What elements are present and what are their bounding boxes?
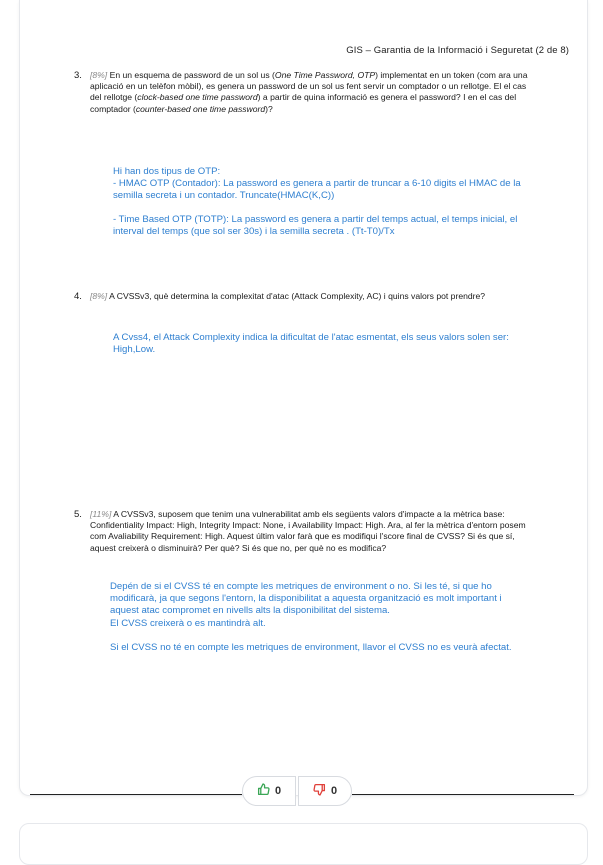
question-4 [74, 291, 530, 302]
question-text: A CVSSv3, suposem que tenim una vulnerabilitat amb els següents valors d'impacte a la mètrica base: Confidentiality Impact: High, Integrity Impact: None, i Availability Impact: High. Ara, al fer la mètrica d'entorn posem com Avaliability Requirement: High. Aquest últim valor farà que es modifiqui l'score final de CVSS? Si és que sí, aquest creixerà o disminuirà? Per què? Si és que no, per què no es modifica? [90, 509, 526, 553]
question-term: One Time Password, OTP [274, 70, 376, 80]
answer-line: Depén de si el CVSS té en compte les metriques de environment o no. Si les té, si que ho modificarà, ja que segons l'entorn, la disponibilitat a aquesta organització es molt important i aquest atac compromet en nivells alts la disponibilitat del sistema. [110, 581, 502, 617]
question-text: En un esquema de password de un sol us ( [107, 70, 275, 80]
answer-line: A Cvss4, el Attack Complexity indica la dificultat de l'atac esmentat, els seus valors solen ser: High,Low. [113, 332, 509, 356]
answer-4 [113, 332, 513, 356]
document-page [19, 0, 588, 796]
question-text: A CVSSv3, què determina la complexitat d'atac (Attack Complexity, AC) i quins valors pot prendre? [107, 291, 486, 301]
answer-line: Si el CVSS no té en compte les metriques de environment, llavor el CVSS no es veurà afectat. [110, 641, 512, 653]
separator-line [352, 794, 574, 795]
question-5 [74, 509, 530, 554]
vote-bar [242, 776, 352, 806]
page-header: GIS – Garantia de la Informació i Seguretat (2 de 8) [346, 45, 569, 56]
question-term: clock-based one time password [137, 92, 258, 103]
question-percent: [8%] [90, 70, 108, 80]
question-3 [74, 70, 530, 115]
question-percent: [8%] [90, 291, 108, 301]
question-number: 4. [74, 291, 82, 302]
upvote-count: 0 [274, 785, 282, 797]
next-page-card [19, 823, 588, 865]
question-number: 5. [74, 509, 82, 520]
thumbs-down-icon [313, 783, 326, 799]
thumbs-up-icon [257, 783, 270, 799]
question-percent: [11%] [90, 509, 112, 519]
question-text: ) implementat en un token (com ara una aplicació en un telèfon mòbil), es genera un password de un sol us fent servir un comptador o un rellotge. El el cas del rellotge ( [90, 70, 528, 103]
answer-3 [113, 166, 543, 238]
question-number: 3. [74, 70, 82, 81]
answer-5 [110, 581, 530, 654]
answer-line: El CVSS creixerà o es mantindrà alt. [110, 617, 266, 629]
answer-line: Hi han dos tipus de OTP: [113, 166, 221, 177]
downvote-button[interactable] [298, 776, 352, 806]
separator-line [30, 794, 242, 795]
downvote-count: 0 [330, 785, 338, 797]
answer-line: - Time Based OTP (TOTP): La password es genera a partir del temps actual, el temps inicial, el interval del temps (que sol ser 30s) i la semilla secreta . (Tt-T0)/Tx [113, 213, 518, 237]
upvote-button[interactable] [242, 776, 296, 806]
question-text: )? [265, 103, 273, 114]
answer-line: - HMAC OTP (Contador): La password es genera a partir de truncar a 6-10 digits el HMAC de la semilla secreta i un contador. Truncate(HMAC(K,C)) [113, 178, 521, 202]
question-text: ) a partir de quina informació es genera el password? I en el cas del comptador ( [90, 92, 517, 114]
question-term: counter-based one time password [135, 103, 266, 114]
